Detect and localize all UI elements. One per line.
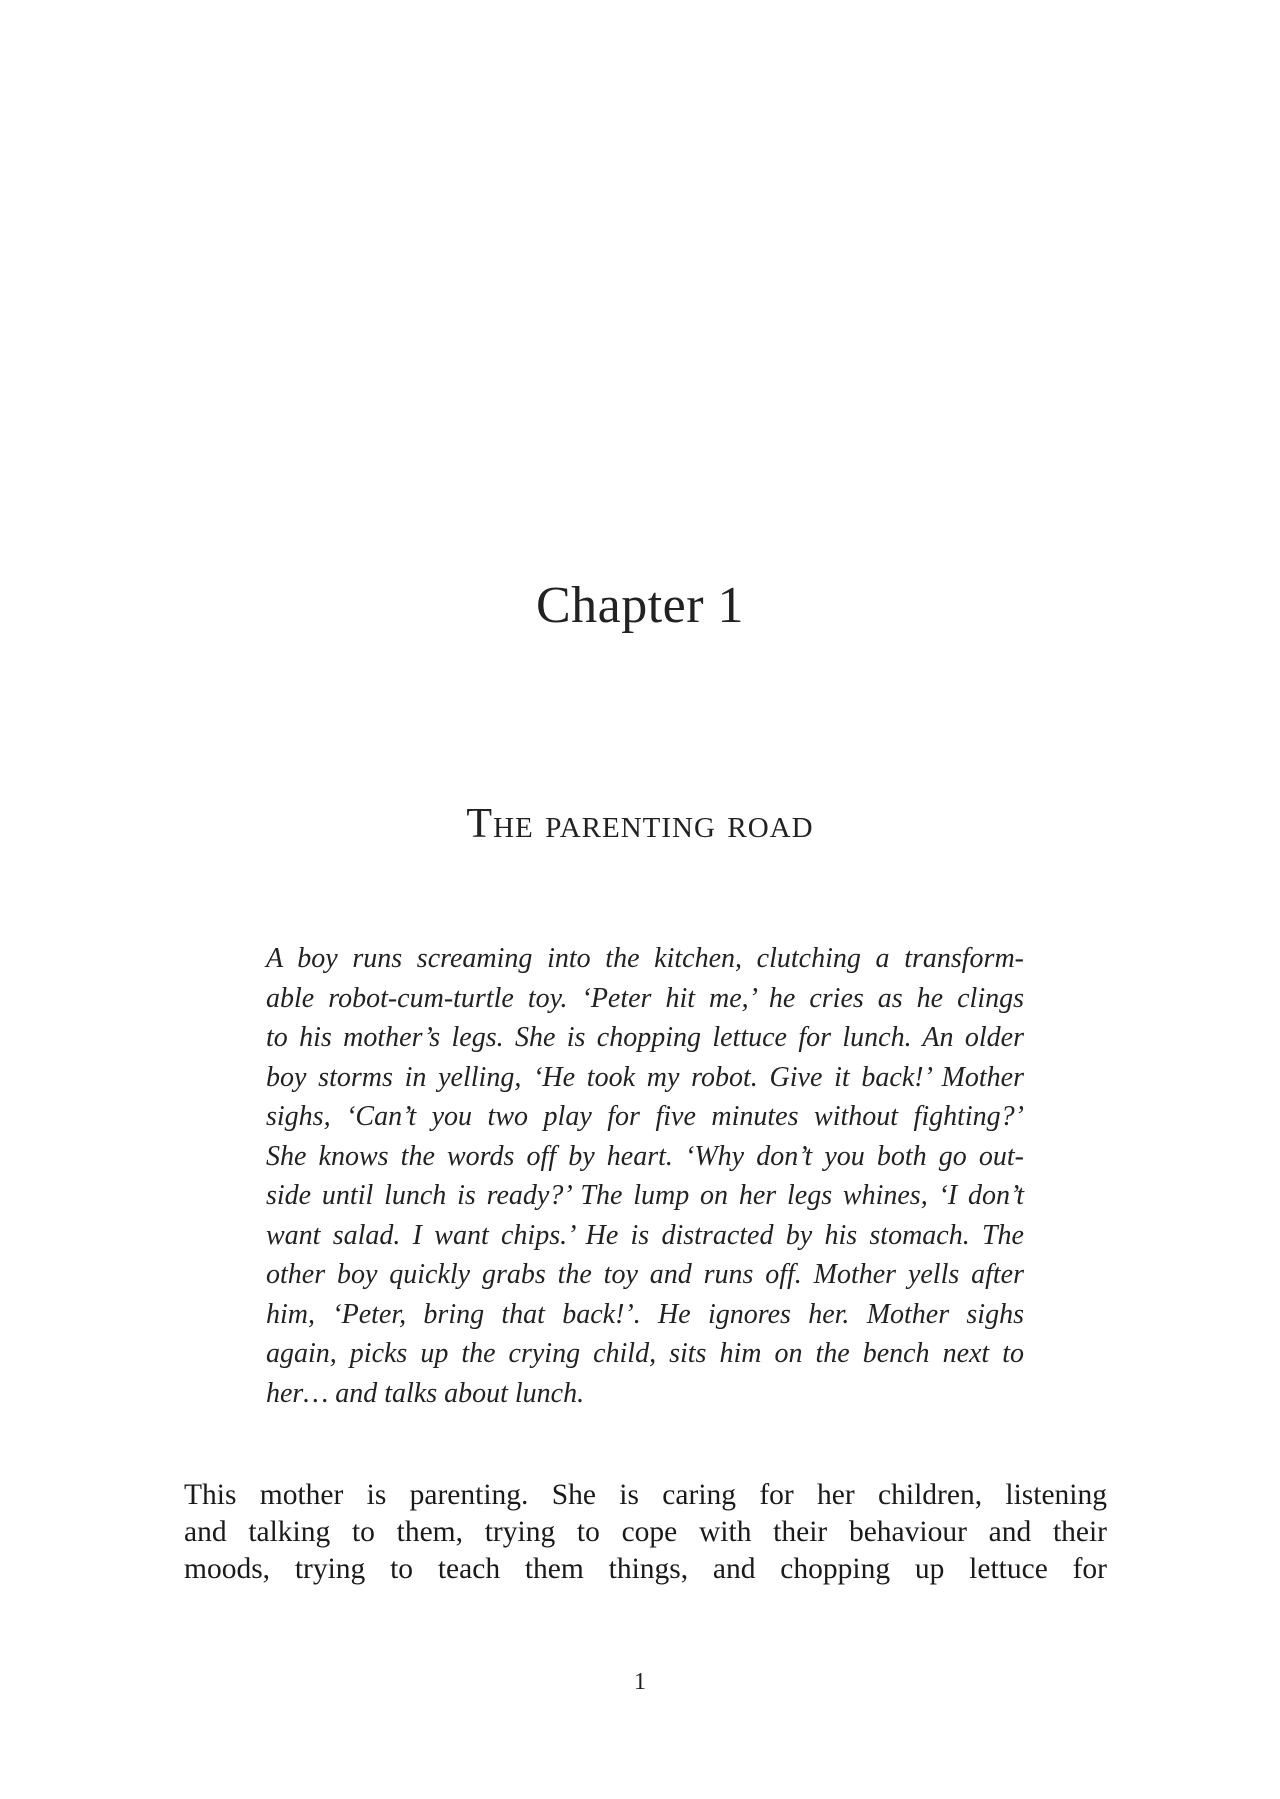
page-number: 1 [634, 1669, 646, 1695]
vignette-line: side until lunch is ready?’ The lump on her legs whines, ‘I don’t [266, 1180, 1024, 1211]
body-line: moods, trying to teach them things, and chopping up lettuce for [184, 1553, 1107, 1585]
body-line: This mother is parenting. She is caring for her children, listening [184, 1479, 1107, 1511]
vignette-line: to his mother’s legs. She is chopping lettuce for lunch. An older [266, 1022, 1024, 1053]
vignette-line: again, picks up the crying child, sits him on the bench next to [266, 1338, 1024, 1369]
vignette-line: her… and talks about lunch. [266, 1377, 585, 1409]
body-line: and talking to them, trying to cope with their behaviour and their [184, 1516, 1107, 1548]
vignette-line: other boy quickly grabs the toy and runs off. Mother yells after [266, 1259, 1024, 1290]
vignette-line: She knows the words off by heart. ‘Why don’t you both go out- [266, 1140, 1024, 1172]
opening-vignette [266, 939, 1024, 1413]
body-paragraph [184, 1477, 1107, 1588]
vignette-line: boy storms in yelling, ‘He took my robot. Give it back!’ Mother [266, 1061, 1024, 1093]
vignette-line: sighs, ‘Can’t you two play for five minutes without fighting?’ [266, 1101, 1024, 1132]
vignette-line: him, ‘Peter, bring that back!’. He ignores her. Mother sighs [266, 1298, 1024, 1330]
chapter-number: Chapter 1 [535, 577, 745, 634]
chapter-title: The parenting road [466, 801, 814, 847]
vignette-line: A boy runs screaming into the kitchen, clutching a transform- [266, 943, 1024, 974]
vignette-line: able robot-cum-turtle toy. ‘Peter hit me,’ he cries as he clings [266, 982, 1024, 1014]
vignette-line: want salad. I want chips.’ He is distracted by his stomach. The [266, 1219, 1024, 1251]
